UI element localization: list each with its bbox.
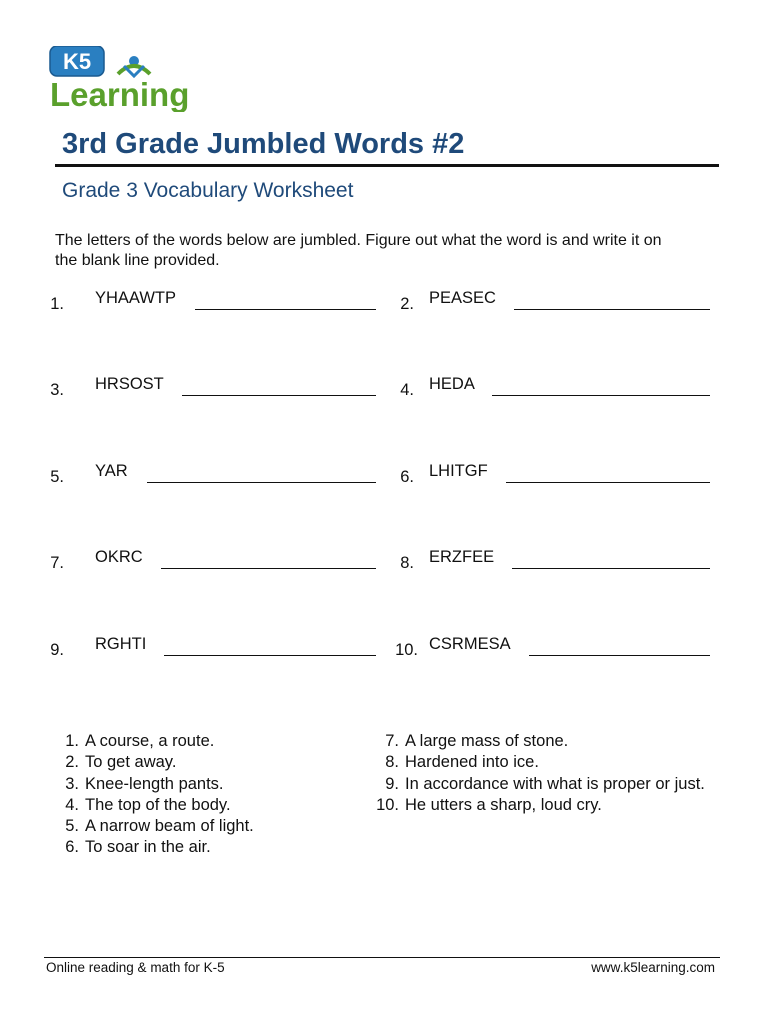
question-2 xyxy=(384,289,712,315)
clue-item: 7. A large mass of stone. xyxy=(385,732,569,750)
clue-item: 4. The top of the body. xyxy=(65,795,231,814)
answer-line[interactable] xyxy=(529,655,710,656)
jumbled-word: LHITGF xyxy=(429,462,488,480)
answer-line[interactable] xyxy=(506,482,710,483)
answer-line[interactable] xyxy=(164,655,376,656)
question-9 xyxy=(46,635,378,661)
answer-line[interactable] xyxy=(161,568,376,569)
jumbled-word: YHAAWTP xyxy=(95,289,176,307)
question-4 xyxy=(384,375,712,401)
answer-line[interactable] xyxy=(195,309,376,310)
footer-divider xyxy=(44,957,720,958)
clue-item: 2. To get away. xyxy=(65,753,177,772)
answer-line[interactable] xyxy=(147,482,376,483)
clue-item: 6. To soar in the air. xyxy=(65,838,211,857)
question-number: 9. xyxy=(50,641,64,659)
clue-item: 10. He utters a sharp, loud cry. xyxy=(376,795,602,814)
question-number: 10. xyxy=(395,641,418,659)
question-number: 7. xyxy=(50,554,64,572)
jumbled-word: OKRC xyxy=(95,548,143,566)
footer-website-link[interactable]: www.k5learning.com xyxy=(591,960,715,975)
jumbled-word: CSRMESA xyxy=(429,635,511,653)
page-subtitle: Grade 3 Vocabulary Worksheet xyxy=(62,179,354,202)
clue-item: 8. Hardened into ice. xyxy=(385,753,539,772)
instructions: The letters of the words below are jumbled. Figure out what the word is and write it on the blank line provided. xyxy=(55,232,662,269)
logo-badge: K5 xyxy=(62,49,92,74)
clue-list-left xyxy=(51,731,351,859)
k5-learning-logo xyxy=(48,46,190,112)
question-number: 5. xyxy=(50,468,64,486)
question-number: 2. xyxy=(400,295,414,313)
footer-tagline: Online reading & math for K-5 xyxy=(46,960,225,975)
question-3 xyxy=(46,375,378,401)
question-8 xyxy=(384,548,712,574)
jumbled-word: ERZFEE xyxy=(429,548,495,566)
answer-line[interactable] xyxy=(514,309,710,310)
question-1 xyxy=(46,289,378,315)
jumbled-word: HEDA xyxy=(429,375,475,393)
answer-line[interactable] xyxy=(182,395,376,396)
clue-item: 5. A narrow beam of light. xyxy=(65,817,254,836)
question-number: 3. xyxy=(50,381,64,399)
question-number: 8. xyxy=(400,554,414,572)
question-6 xyxy=(384,462,712,488)
jumbled-word: PEASEC xyxy=(429,289,496,307)
clue-item: 9. In accordance with what is proper or just. xyxy=(385,774,705,793)
clue-item: 3. Knee-length pants. xyxy=(65,774,224,793)
question-10 xyxy=(384,635,712,661)
logo-wordmark: Learning xyxy=(50,76,190,112)
page-title: 3rd Grade Jumbled Words #2 xyxy=(62,128,465,160)
answer-line[interactable] xyxy=(512,568,710,569)
question-number: 6. xyxy=(400,468,414,486)
clue-item: 1. A course, a route. xyxy=(65,732,215,750)
answer-line[interactable] xyxy=(492,395,710,396)
question-number: 1. xyxy=(50,295,64,313)
question-5 xyxy=(46,462,378,488)
title-divider xyxy=(55,164,719,167)
jumbled-word: YAR xyxy=(95,462,128,480)
question-7 xyxy=(46,548,378,574)
clue-list-right xyxy=(371,731,706,816)
question-number: 4. xyxy=(400,381,414,399)
jumbled-word: HRSOST xyxy=(95,375,164,393)
jumbled-word: RGHTI xyxy=(95,635,147,653)
